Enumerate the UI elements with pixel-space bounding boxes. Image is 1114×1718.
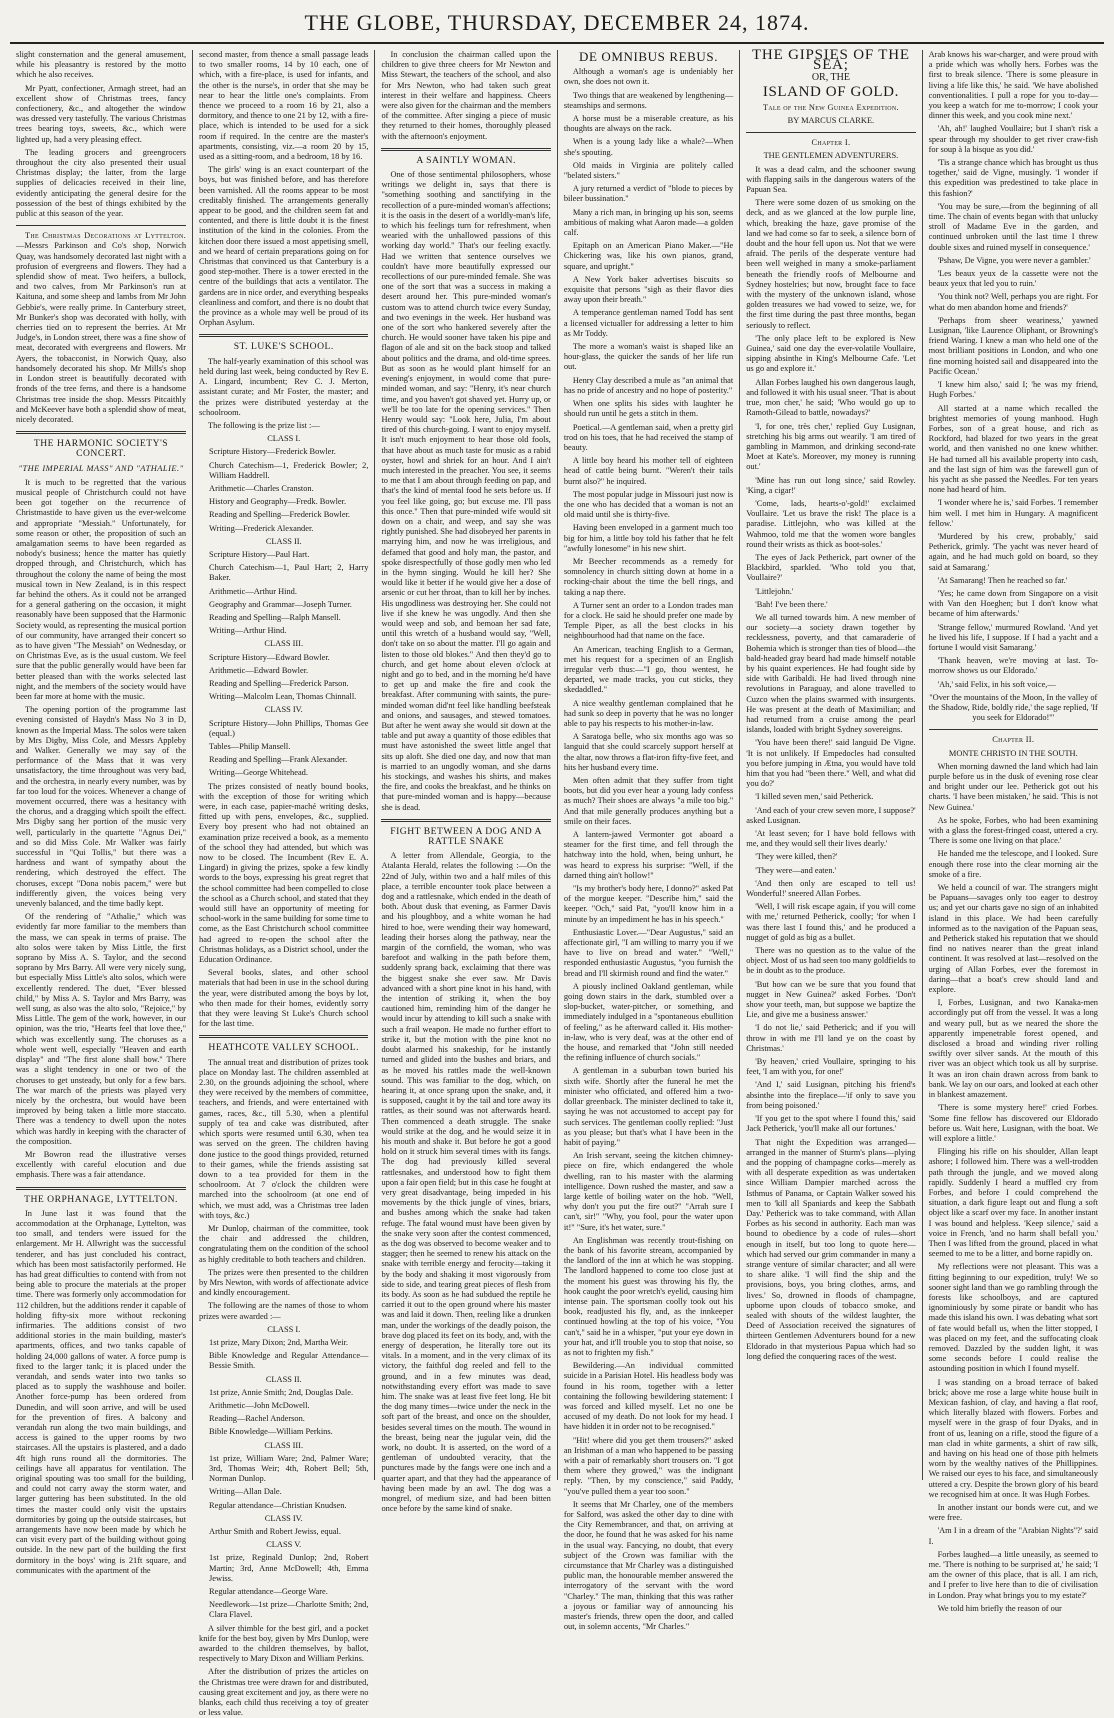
paragraph: 'By heaven,' cried Voullaire, springing to his feet, 'I am with you, for one!' — [746, 1057, 916, 1077]
list-item: Writing—Arthur Hind. — [209, 626, 287, 636]
paragraph: The following is the prize list :— — [208, 420, 320, 430]
paragraph: The opening portion of the programme last evening consisted of Haydn's Mass No 3 in D, known as the Imperial Mass. The solos were taken by Mrs Digby, Miss Cole, and Messrs Appleby and Walker. Generally we may say of the performance of the Mass that it was very unsatisfactory, the time throughout was very bad, and the orchestra, in nearly every number, was by far too loud for the voices. Whenever a change of movement occurred, there was a hesitancy with the chorus, and a dragging which spoilt the effect. Mrs Digby sang her portion of the music very well, particularly in the quartette "Agnus Dei," and so did Miss Cole. Mr Walker was fairly successful in "Qui Tollis," but there was a hardness and want of sympathy about the rendering, which destroyed the effect. The choruses, except "Dona nobis pacem," were but indifferently given, the voices being very unevenly balanced, and the time badly kept. — [16, 705, 187, 909]
divider — [746, 132, 915, 133]
paragraph: Mr Pyatt, confectioner, Armagh street, had an excellent show of Christmas trees, fancy confectionery, &c., and altogether the window was dressed very tastefully. The various Christmas trees bearing toys, sweets, &c., which were lighted up, had a very pleasing effect. — [16, 83, 187, 144]
class-label: CLASS III. — [264, 1440, 304, 1450]
paragraph: 'You think not? Well, perhaps you are right. For what do men abandon home and friends?' — [928, 292, 1098, 312]
list-item: Scripture History—Edward Bowler. — [209, 652, 330, 662]
list-item: Writing—George Whitehead. — [209, 768, 308, 778]
paragraph: A lantern-jawed Vermonter got aboard a steamer for the first time, and fell through the hatchway into the hold, when, being unhurt, he was heard to express his surprise: "Well, if the darned thing ain't hollow!" — [563, 830, 734, 880]
paragraph: The following are the names of those to whom prizes were awarded :— — [199, 1301, 369, 1321]
paragraph: The most popular judge in Missouri just now is the one who has decided that a woman is not an old maid until she is thirty-five. — [563, 489, 734, 520]
class-label: CLASS V. — [266, 1540, 302, 1550]
paragraph: A jury returned a verdict of "blode to pieces by bileer bussination." — [563, 184, 734, 204]
paragraph: When morning dawned the land which had lain purple before us in the dusk of evening rose clear and bright under our lee. Petherick got out his charts. 'I have been mistaken,' he said. 'This is not New Guinea.' — [928, 761, 1098, 812]
paragraph: Although a woman's age is undeniably her own, she does not own it. — [563, 67, 734, 87]
paragraph: 'Am I in a dream of the "Arabian Nights"?' said I. — [928, 1526, 1098, 1546]
class-label: CLASS I. — [267, 1324, 301, 1334]
de-omnibus-heading: DE OMNIBUS REBUS. — [578, 49, 719, 64]
divider — [929, 729, 1098, 730]
paragraph: 'And I,' said Lusignan, pitching his friend's absinthe into the fireplace—'if only to save you from being poisoned.' — [746, 1080, 916, 1110]
paragraph: A temperance gentleman named Todd has sent a licensed victualler for addressing a letter to him as Mr Toddy. — [563, 308, 734, 338]
paragraph: It was a dead calm, and the schooner swung with flapping sails in the dangerous waters of the Papuan Sea. — [746, 164, 916, 195]
column-6 — [922, 50, 1104, 1613]
class-label: CLASS IV. — [264, 1513, 303, 1523]
paragraph: 'Littlejohn.' — [755, 586, 794, 596]
paragraph: A gentleman in a suburban town buried his sixth wife. Shortly after the funeral he met the minister who officiated, and offered him a two-dollar greenback. The minister declined to take it, saying he was not accustomed to accept pay for such services. The gentleman coolly replied: "Just as you please; but that's what I have been in the habit of paying." — [563, 1066, 734, 1147]
paragraph: I, Forbes, Lusignan, and two Kanaka-men accordingly put off from the vessel. It was a long and weary pull, but as we neared the shore the apparently impenetrable forest opened, and disclosed a broad and winding river rolling swiftly over silver sands. At the mouth of this river was an object which took us all by surprise. It was an iron chain drawn across from bank to bank. We lay on our oars, and looked at each other in blankest amazement. — [928, 998, 1099, 1100]
paragraph: slight consternation and the general amusement, while his pleasantry is restored by the motto which he also receives. — [16, 50, 187, 80]
paragraph: The more a woman's waist is shaped like an hour-glass, the quicker the sands of her life run out. — [563, 342, 734, 372]
divider — [16, 431, 186, 434]
list-item: Reading—Rachel Anderson. — [209, 1414, 305, 1424]
list-item: Needlework—1st prize—Charlotte Smith; 2nd, Clara Flavel. — [209, 1600, 369, 1620]
paragraph: 'Tis a strange chance which has brought us thus together,' said de Vigne, musingly. 'I wonder if this expedition was predestined to take place in this fashion?' — [928, 158, 1098, 198]
serial-title-or: OR, THE — [811, 72, 850, 84]
paragraph: "Is my brother's body here, I donno?" asked Pat of the morgue keeper. "Describe him," said the keeper. "Och," said Pat, "you'll know him in a minute by an impediment he has in his speech." — [563, 884, 734, 924]
paragraph: 'Mine has run out long since,' said Rowley. 'King, a cigar!' — [746, 475, 916, 495]
divider — [381, 148, 550, 151]
list-item: Writing—Malcolm Lean, Thomas Chinnall. — [209, 692, 357, 702]
list-item: Bible Knowledge—William Perkins. — [209, 1427, 333, 1437]
paragraph: 'I knew him also,' said I; 'he was my friend, Hugh Forbes.' — [928, 380, 1098, 400]
column-3 — [374, 50, 556, 1514]
byline: BY MARCUS CLARKE. — [787, 116, 875, 126]
paragraph: 'Yes; he came down from Singapore on a visit with Van den Hoeghen; but I don't know what became of him afterwards.' — [928, 588, 1098, 619]
paragraph: When is a young lady like a whale?—When she's spouting. — [563, 137, 734, 157]
paragraph: 'Les beaux yeux de la cassette were not the beaux yeux that led you to ruin.' — [928, 269, 1098, 289]
paragraph: All started at a name which recalled the brightest memories of young manhood. Hugh Forbes, son of a great house, and rich as Rockford, had blazed for two years in the great world, and then vanished no one knew whither. He had turned all his available property into cash, and the last sign of him was the farewell gun of his yacht as she passed the Needles. For ten years none had heard of him. — [928, 403, 1098, 495]
paragraph: We held a council of war. The strangers might be Papuans—savages only too eager to destroy us; and yet our charts gave no sign of an inhabited island in this place. We had been carefully informed as to the navigation of the Papuan seas, and Petherick staked his reputation that we should find no natives nearer than the great inland continent. It was resolved at last—resolved on the urging of Allan Forbes, ever the foremost in daring—that a boat's crew should land and explore. — [928, 883, 1098, 995]
list-item: Reading and Spelling—Frank Alexander. — [209, 755, 348, 765]
paragraph: 'They were killed, then?' — [755, 852, 838, 862]
paragraph: 'You have been there!' said languid De Vigne. 'It is not unlikely. If Empedocles had consulted you before jumping in Ætna, you would have told him that you had "been there." Well, and what did you do?' — [746, 738, 916, 789]
paragraph: A silver thimble for the best girl, and a pocket knife for the best boy, given by Mrs Dunlop, were awarded to the children themselves, by ballot, respectively to Mary Dixon and William Perkins. — [199, 1623, 369, 1664]
paragraph: We all turned towards him. A new member of our society—a society drawn together by recklessness, poverty, and that camaraderie of Bohemia which is stronger than ties of blood—the bald-headed gray beard had made himself notable by his quaint experiences. He had fought side by side with Garibaldi. He had lived through nine revolutions in Paraguay, and alone travelled to Cuzco when the plains swarmed with insurgents. He was present at the death of Maximilian; and had returned from a cruise among the pearl islands, loaded with bright Sydney sovereigns. — [746, 612, 916, 735]
paragraph: Poetical.—A gentleman said, when a pretty girl trod on his toes, that he had received the stamp of beauty. — [563, 422, 734, 452]
paragraph: As he spoke, Forbes, who had been examining with a glass the forest-fringed coast, uttered a cry. 'There is some one living on that place.' — [928, 815, 1098, 846]
list-item: Arithmetic—Charles Cranston. — [209, 483, 314, 493]
harmonic-subheading: "THE IMPERIAL MASS" AND "ATHALIE." — [18, 463, 184, 473]
paragraph: The leading grocers and greengrocers throughout the city also presented their usual Christmas display; the latter, from the large supplies of delicacies received in their line, evidently anticipating the general desire for the possession of the best of things exhibited by the public at this season of the year. — [16, 147, 187, 219]
paragraph: 'I killed seven men,' said Petherick. — [755, 792, 874, 802]
list-item: Tables—Philip Mansell. — [209, 741, 291, 751]
decorations-article — [16, 231, 186, 425]
list-item: Arthur Smith and Robert Jewiss, equal. — [209, 1527, 341, 1536]
list-item: Reading and Spelling—Frederick Bowler. — [209, 510, 350, 520]
divider — [381, 819, 550, 822]
paragraph: 'Come, lads, hearts-o'-gold!' exclaimed Voullaire. 'Let us brave the risk! The place is a paradise. Littlejohn, who was killed at the Wahmoo, told me that the women wore bangles round their wrists as thick as boot-soles.' — [746, 498, 916, 549]
paragraph: The prizes were then presented to the children by Mrs Newton, with words of affectionate advice and kindly encouragement. — [199, 1267, 369, 1298]
serial-tagline: Tale of the New Guinea Expedition. — [762, 102, 899, 112]
harmonic-heading: THE HARMONIC SOCIETY'S CONCERT. — [33, 438, 169, 460]
class-label: CLASS II. — [265, 536, 302, 546]
paragraph: Having been enveloped in a garment much too big for him, a little boy told his father that he felt "awfully lonesome" in his new shirt. — [563, 523, 734, 553]
paragraph: The annual treat and distribution of prizes took place on Monday last. The children assembled at 2.30, on the grounds adjoining the school, where they were received by the members of committee, teachers, and friends, and were entertained with games, races, &c., till 5.30, when a plentiful supply of tea and cake was distributed, after which sports were resumed until 6.30, when tea was served on the green. The children having done justice to the good things provided, returned to their games, while the friends assisting sat down to a tea provided for them in the schoolroom. At 7 o'clock the children were marched into the schoolroom (at one end of which, we must add, was a Christmas tree laden with toys, &c.) — [199, 1057, 369, 1220]
paragraph: A piously inclined Oakland gentleman, while going down stairs in the dark, stumbled over a slop-bucket, water-pitcher, or something, and immediately indulged in a "spontaneous ebullition of feeling," as he afterward called it. His mother-in-law, who is very deaf, was at the other end of the house, and remarked that "John still needed the refining influence of church socials." — [563, 981, 734, 1063]
orphanage-heading: THE ORPHANAGE, LYTTELTON. — [24, 1193, 178, 1205]
paragraph: When one splits his sides with laughter he should run until he gets a stitch in them. — [563, 399, 734, 419]
paragraph: There were some dozen of us smoking on the deck, and as we glanced at the low purple line, which, breaking the haze, gave promise of the land we had come so far to seek, a silence born of doubt and the hour fell upon us. Not that we were afraid. The perils of the desperate venture had been well weighed in many a smoke-parliament beneath the friendly roofs of Melbourne and Sydney hostelries; but now, brought face to face with the mystery of the unknown island, whose golden treasures we had vowed to seize, we, for the first time during the past three months, began seriously to reflect. — [746, 198, 916, 330]
paragraph: Allan Forbes laughed his own dangerous laugh, and followed it with his usual sneer. 'That is about true, mon cher,' he said; 'Who would go up to Ramoth-Gilead to battle, nowadays?' — [746, 377, 916, 418]
list-item: Church Catechism—1, Paul Hart; 2, Harry Baker. — [209, 563, 369, 583]
paragraph: One of those sentimental philosophers, whose writings we delight in, says that there is "something soothing and sanctifying in the recollection of a pure-minded woman's affections; it is the oasis in the desert of a worldly-man's life, to which his feelings turn for refreshment, when wearied with the unhallowed passions of this working day world." That's our feeling exactly. Had we written that sentence ourselves we couldn't have more beautifully expressed our recollections of our pure-minded female. She was one of the sort that was a success in making a desert around her. This pure-minded woman's custom was to attend church twice every Sunday, and two evenings in the week. Her husband was one of the sort who hankered severely after the church. He would sooner have taken his pipe and flagon of ale and sit on the back stoop and talked about politics and the drama, and old-time sprees. But as soon as he would plant himself for an evening's enjoyment, in would come that pure-minded woman, and say: "Henry, it's near church time, and you haven't got shaved yet. Hurry up, or we'll be too late for the opening services." Then Henry would say: "Look here, Julia, I'm about tired of this church-going. I want to enjoy myself. It isn't much enjoyment to hear those old fools, that have about as much taste for music as a rabid oyster, howl and shriek for an hour. And I ain't much interested in the preacher. You see, it seems to me that I am about through feeding on pap, and that's the kind of mental food he sets before us. If you feel like going, go; but excuse me. I'll pass this once." Then that pure-minded wife would sit down on a chair, and weep, and say she was rightly punished. She had disobeyed her parents in marrying him, and now he was irreligious, and defamed that good and holy man, the pastor, and spoke disrespectfully of those godly men who led in the hymn singing. Would he kill her? She would like it better if he would give her a dose of arsenic or cut her throat, than to kill her by inches. His ungodliness was destroying her. She could not live if she knew he was ungodly. And then she would weep and sob, and bemoan her sad fate, until this wretch of a husband would say, "Well, don't take on so about the matter. I'll go again and listen to those old blokes." And then they'd go to church, and get home about eleven o'clock at night and go to bed, and in the morning he'd have to get up and make the fire and cook the breakfast. After communing with saints, the pure-minded woman did'nt feel like handling beefsteak and onions, and sausages, and stewed tomatoes. But after he went away she would sit down at the table and put away a quantity of those edibles that must have astonished the sweet little angel that sits up aloft. She died one day, and now that man is married to an ungodly woman, and she darns his stockings, and washes his shirts, and makes the fire, and cooks the breakfast, and he thinks on that pure-minded woman and is happy—because she is dead. — [381, 170, 551, 812]
list-item: Writing—Allan Dale. — [209, 1487, 282, 1497]
list-item: Writing—Frederick Alexander. — [209, 523, 314, 533]
paragraph: 'At least seven; for I have bold fellows with me, and they would sell their lives dearly.' — [746, 829, 916, 849]
paragraph: A Saratoga belle, who six months ago was so languid that she could scarcely support herself at the altar, now throws a flat-iron fifty-five feet, and hits her husband every time. — [563, 732, 734, 772]
decorations-heading: The Christmas Decorations at Lyttelton. — [25, 231, 187, 241]
paragraph: Mr Bowron read the illustrative verses excellently with careful elocution and due emphasis. There was a fair attendance. — [16, 1149, 187, 1180]
paragraph: 'Bah! I've been there.' — [755, 599, 828, 609]
list-item: 1st prize, William Ware; 2nd, Palmer Ware; 3rd, Thomas Weir; 4th, Robert Bell; 5th, Norman Dunlop. — [209, 1453, 369, 1484]
paragraph: Old maids in Virginia are politely called "belated sisters." — [563, 160, 734, 181]
list-item: Reading and Spelling—Ralph Mansell. — [209, 612, 341, 622]
list-item: Arithmetic—Edward Bowler. — [209, 665, 309, 675]
paragraph: 'Perhaps from sheer weariness,' yawned Lusignan, 'like Laurence Oliphant, or Browning's friend Waring. I knew a man who held one of the most brilliant positions in London, and who one fine morning hoisted sail and disappeared into the Pacific Ocean.' — [928, 315, 1098, 376]
paragraph: Bewildering.—An individual committed suicide in a Parisian Hotel. His headless body was found in his room, together with a letter containing the following bewildering statement: I was forced and killed myself. Let no one be accused of my death. Do not look for my head. I have hidden it in order not to be recognised." — [563, 1361, 734, 1432]
paragraph: The eyes of Jack Petherick, part owner of the Blackbird, sparkled. 'Who told you that, Voullaire?' — [746, 552, 916, 583]
list-item: Scripture History—Frederick Bowler. — [209, 447, 336, 457]
paragraph: It is much to be regretted that the various musical people of Christchurch could not have been got together on the recurrence of Christmastide to have given us the ever-welcome and appropriate "Messiah." Unfortunately, for some reason or other, the proposition of such an amalgamation seems to have been regarded as nobody's business; hence the matter has quietly dropped through, and Christchurch, which has throughout the colony the name of being the most musical town in New Zealand, is in this respect far behind the others. As it could not be arranged for a general gathering on the occasion, it might reasonably have been supposed that the Harmonic Society would, as representing the musical portion of our community, have arranged their concert so as to have given "The Messiah" on Wednesday, or on Christmas Eve, as is the usual custom. We feel sure that the public generally would have been far better pleased than with the works selected last night, and the members of the society would have been far more at home with the music. — [16, 477, 187, 701]
saintly-woman-heading: A SAINTLY WOMAN. — [416, 154, 516, 166]
list-item: 1st prize, Mary Dixon; 2nd, Martha Weir. — [209, 1337, 349, 1347]
paragraph: Flinging his rifle on his shoulder, Allan leapt ashore; I followed him. There was a well-trodden path through the jungle, and we moved along rapidly. Suddenly I heard a muffled cry from Forbes, and before I could comprehend the situation, a dark figure leapt out and flung a soft object like a scarf over my face. In another instant I was bound and helpless. 'Keep silence,' said a voice in French, 'and no harm shall befall you.' Then I was lifted from the ground, placed in what seemed to me to be a litter, and borne rapidly on. — [928, 1147, 1098, 1259]
paragraph: 'Well, I will risk escape again, if you will come with me,' returned Petherick, coolly; 'for when I was there last I found this,' and he produced a nugget of gold as big as a bullet. — [746, 902, 916, 942]
paragraph: Two things that are weakened by lengthening—steamships and sermons. — [563, 90, 734, 110]
list-item: Regular attendance—George Ware. — [209, 1587, 328, 1597]
columns — [10, 47, 1104, 1718]
chapter-title: MONTE CHRISTO IN THE SOUTH. — [948, 748, 1078, 758]
list-item: Geography and Grammar—Joseph Turner. — [209, 599, 352, 609]
paragraph: second master, from thence a small passage leads to two smaller rooms, 14 by 10 each, one of which, with a fire-place, is used for infants, and the other is the nurse's, in order that she may be near to hear the little one's complaints. From thence we proceed to a room 16 by 21, also a dormitory, and thence to one 21 by 12, with a fire-place, which is intended to be used for a sick room if required. In the centre are the master's apartments, consisting, viz.—a room 20 by 15, used as a sitting-room, and a bedroom, 18 by 16. — [199, 50, 369, 162]
paragraph: Enthusiastic Lover.—"Dear Augustus," said an affectionate girl, "I am willing to marry you if we have to live on bread and water." "Well," responded enthusiastic Augustus, "you furnish the bread and I'll skirmish round and find the water." — [563, 927, 734, 978]
class-label: CLASS II. — [265, 1374, 302, 1384]
paragraph: The girls' wing is an exact counterpart of the boys, but was finished before, and has therefore been varnished. All the rooms appear to be most creditably finished. The arrangements generally appear to be good, and the children seem fat and contented, and there is little doubt it is the finest institution of the kind in the colonies. From the kitchen door there issued a most appetising smell, and we heard of certain preparations going on for Christmas that convinced us that Canterbury is a good step-mother. There is a tower erected in the centre of the buildings that acts a ventilator. The gardens are in nice order, and everything bespeaks cleanliness and comfort, and there is no doubt that the province as a whole may well be proud of its Orphan Asylum. — [199, 165, 369, 328]
paragraph: In another instant our bonds were cut, and we were free. — [928, 1503, 1098, 1523]
paragraph: Arab knows his war-charger, and were proud with a pride which was wholly hers. Forbes was the first to break silence. 'There is some pleasure in living a life like this,' he said. 'We have abolished conventionalities. I pull a rope for you to-day—you keep a watch for me to-morrow; I cook your dinner this week, and you cook mine next.' — [928, 50, 1098, 121]
paragraph: 'Strange fellow,' murmured Rowland. 'And yet he lived his life, I suppose. If I had a yacht and a fortune I would visit Samarang.' — [928, 622, 1098, 652]
paragraph: Epitaph on an American Piano Maker.—"He Chickering was, like his own pianos, grand, square, and upright." — [563, 241, 734, 271]
paragraph: An Irish servant, seeing the kitchen chimney-piece on fire, which endangered the whole dwelling, ran to his master with the alarming intelligence. Down rushed the master, and saw a large kettle of boiling water on the hob. "Well, why don't you put the fire out?" "Arrah sure I can't, sir!" "Why, you fool, pour the water upon it!" "Sure, it's het water, sure." — [563, 1151, 734, 1232]
list-item: Scripture History—Paul Hart. — [209, 549, 310, 559]
paragraph: The half-yearly examination of this school was held during last week, being conducted by Rev E. A. Lingard, incumbent; Rev C. J. Merton, assistant curate; and Mr Foster, the master; and the prizes were distributed yesterday at the schoolroom. — [199, 356, 369, 417]
list-item: Bible Knowledge and Regular Attendance—Bessie Smith. — [209, 1351, 369, 1371]
paragraph: I was standing on a broad terrace of baked brick; above me rose a large white house built in Mexican fashion, of clay, and having a flat roof, which literally blazed with flowers. Forbes and myself were in the grasp of four Dyaks, and in front of us, leaning on a rifle, stood the figure of a man clad in white garments, a shirt of raw silk, and having on his head one of those pith helmets worn by the wealthy natives of the Phillippines. We raised our eyes to his face, and simultaneously uttered a cry. Despite the brown glory of his beard we recognised him at once. It was Hugh Forbes. — [928, 1377, 1098, 1499]
column-2 — [192, 50, 374, 1718]
paragraph: Forbes laughed—a little uneasily, as seemed to me. 'There is nothing to be surprised at,' he said; 'I am the owner of this place, that is all. I am rich, and I prefer to live here than to die of civilisation in London. Pray what brings you to my estate?' — [928, 1549, 1098, 1600]
divider — [16, 225, 186, 226]
divider — [199, 334, 368, 337]
class-label: CLASS IV. — [264, 705, 303, 715]
paragraph: 'And then only are escaped to tell us! Wonderful!' sneered Allan Forbes. — [746, 878, 916, 899]
paragraph: It seems that Mr Charley, one of the members for Salford, was asked the other day to dine with the City Remembrancer, and that, on arriving at the door, he found that he was asked for his name in the usual way. Fancying, no doubt, that every subject of the Crown was familiar with the circumstance that Mr Charley was a distinguished public man, the honourable member answered the interrogatory of the servant with the word "Charley." The man, thinking that this was rather a joyous or familiar way of announcing his master's friends, threw open the door, and called out, in solemn accents, "Mr Charles." — [563, 1499, 734, 1632]
paragraph: Several books, slates, and other school materials that had been in use in the school during the year, were distributed among the boys by lot, who then made for their homes, evidently sorry that they were leaving St Luke's Church school for the last time. — [199, 968, 369, 1029]
paragraph: 'There is some mystery here!' cried Forbes. 'Some fine fellow has discovered our Eldorado before us. Wait here, Lusignan, with the boat. We will explore a little.' — [928, 1103, 1098, 1143]
paragraph: The prizes consisted of neatly bound books, with the exception of those for writing which were, in each case, papier-maché writing desks, fitted up with pens, envelopes, &c., supplied. Every boy present who had not obtained an examination prize received a book, as a memento of the school they had attended, but which was now to be closed. The Incumbent (Rev E. A. Lingard) in giving the prizes, spoke a few kindly words to the boys, expressing his great regret that the school committee had been compelled to close the school as a Church school, and stated that they would still have an opportunity of meeting for school-work in the same building for some time to come, as the East Christchurch school committee had agreed to re-open the school after the Christmas holidays, as a District school, under the Education Ordinance. — [199, 781, 369, 965]
st-lukes-heading: ST. LUKE'S SCHOOL. — [233, 341, 334, 353]
paragraph: Many a rich man, in bringing up his son, seems ambitious of making what Aaron made—a golden calf. — [563, 207, 734, 238]
serial-title: THE GIPSIES OF THE SEA; — [751, 47, 910, 74]
paragraph: 'I, for one, très cher,' replied Guy Lusignan, stretching his big arms out wearily. 'I am tired of gambling in Mammon, and drinking second-rate Moet at Kate's. Moreover, my money is running out.' — [746, 421, 916, 472]
list-item: Arithmetic—Arthur Hind. — [209, 586, 297, 596]
list-item: Church Catechism—1, Frederick Bowler; 2, William Haddrell. — [209, 460, 369, 480]
paragraph: After the distribution of prizes the articles on the Christmas tree were drawn for and distributed, causing great excitement and joy, as there were no blanks, each child thus receiving a toy of greater or less value. — [199, 1667, 369, 1718]
list-item: History and Geography—Fredk. Bowler. — [209, 497, 347, 507]
paragraph: 'Pshaw, De Vigne, you were never a gambler.' — [937, 255, 1091, 265]
divider — [16, 1187, 186, 1190]
list-item: Arithmetic—John McDowell. — [209, 1400, 310, 1410]
paragraph: There was no question as to the value of the object. Most of us had seen too many goldfields to be in doubt as to the produce. — [746, 946, 916, 976]
paragraph: 'Ah,' said Felix, in his soft voice,— — [937, 679, 1056, 689]
list-item: Scripture History—John Phillips, Thomas Gee (equal.) — [209, 718, 369, 738]
paragraph: A New York baker advertises biscuits so exquisite that persons "sigh as their flavor dies away upon their breath." — [563, 274, 734, 305]
paragraph: 'Ah, ah!' laughed Voullaire; but I shan't risk a spear through my shoulder to get river craw-fish for soup à la bisque as you did.' — [928, 124, 1098, 154]
column-5 — [739, 47, 921, 1480]
dog-snake-heading: FIGHT BETWEEN A DOG AND A RATTLE SNAKE — [390, 825, 542, 848]
paragraph: A Turner sent an order to a London trades man for a clock. He said he should prefer one made by Temple Piper, as all the best clocks in his neighbourhood had that name on the face. — [563, 600, 734, 641]
paragraph: 'Murdered by his crew, probably,' said Petherick, grimly. 'The yacht was never heard of again, and he had much gold on board, so they said at Samarang.' — [928, 531, 1098, 572]
column-1 — [10, 50, 192, 1575]
paragraph: 'The only place left to be explored is New Guinea,' said one day the ever-volatile Voullaire, sipping absinthe in King's Melbourne Cafe. 'Let us go and explore it.' — [746, 333, 916, 374]
paragraph: Men often admit that they suffer from tight boots, but did you ever hear a young lady confess as much? Their shoes are always "a mile too big." And that mile generally produces anything but a smile on their faces. — [563, 776, 734, 826]
list-item: Regular attendance—Christian Knudsen. — [209, 1500, 347, 1510]
paragraph: He handed me the telescope, and I looked. Sure enough there rose into the clear morning air the smoke of a fire. — [928, 849, 1098, 879]
paragraph: In conclusion the chairman called upon the children to give three cheers for Mr Newton and Miss Stewart, the teachers of the school, and also for Mrs Newton, who had taken such great interest in their welfare and happiness. Cheers were also given for the chairman and the members of the committee. After singing a piece of music they returned to their homes, thoroughly pleased with the afternoon's enjoyment. — [381, 50, 551, 141]
paragraph: 'But how can we be sure that you found that nugget in New Guinea?' asked Forbes. 'Don't show your teeth, man, but suppose we baptize the Lie, and give me a business answer.' — [746, 979, 916, 1020]
column-4 — [557, 49, 739, 1632]
paragraph: 'At Samarang! Then he reached so far.' — [937, 575, 1068, 585]
verse: "Over the mountains of the Moon, In the valley of the Shadow, Ride, boldly ride,' the sage replied, 'If you seek for Eldorado!'" — [928, 692, 1098, 723]
chapter-title: THE GENTLEMEN ADVENTURERS. — [763, 151, 899, 161]
paragraph: 'If you get to the spot where I found this,' said Jack Petherick, 'you'll make all our fortunes.' — [746, 1114, 916, 1134]
paragraph: 'You may be sure,—from the beginning of all time. The chain of events began with that unlucky stroll of Madame Eve in the garden, and continued unbroken until the last time I threw double sixes and ruined myself in consequence.' — [928, 201, 1098, 252]
divider — [199, 1035, 368, 1038]
paragraph: Mr Dunlop, chairman of the committee, took the chair and addressed the children, congratulating them on the condition of the school as highly creditable to both teachers and children. — [199, 1223, 369, 1264]
paragraph: Of the rendering of "Athalie," which was evidently far more familiar to the members than the mass, we can speak in terms of praise. The alto solos were taken by Miss Little, the first soprano by Miss A. S. Taylor, and the second soprano by Mrs Barry. All were very nicely sung, but especially Miss Little's alto solos, which were excellently rendered. The duet, "Ever blessed child," by Miss A. S. Taylor and Mrs Barry, was well sung, as also was the alto solo, "Rejoice," by Miss Little. The gem of the work, however, in our opinion, was the trio, "Hearts feel that love thee," which was excellently sung. The choruses as a whole went well, especially "Heaven and earth display" and "The first alone shall bow." There was a slight tendency in one or two of the choruses to get unsteady, but only for a few bars. The war march of the priests was played very nicely by the orchestra, but would have been improved by being taken a little more staccato. There was a tendency to dwell upon the notes which was hardly in keeping with the character of the composition. — [16, 912, 187, 1146]
paragraph: "Hit! where did you get them trousers?" asked an Irishman of a man who happened to be passing with a pair of remarkably short trousers on. "I got them where they growed," was the indignant reply. "Then, by my conscience," said Paddy, "you've pulled them a year too soon." — [563, 1435, 734, 1496]
paragraph: That night the Expedition was arranged—arranged in the manner of Sturm's plans—plying and the popping of champagne corks—merely as with all desperate expedition as was undertaken since William Dampier marched across the Isthmus of Panama, or Captain Walker sowed his men to 'kill all Spaniards and keep the Sabbath Day.' Petherick was to take command, with Allan Forbes as his second in authority. Each man was bound to obedience by a code of rules—short enough in itself, but too long to quote here—which had served our grim commander in many a strange venture of similar character; and all were to share alike. 'I will find the ship and the provisions, boys, you bring clothes, arms, and lives.' So, drowned in floods of champagne, upborne upon clouds of tobacco smoke, and sealed with shouts of the wildest laughter, the Deed of Association received the signatures of thirteen Gentlemen Adventurers bound for a new Eldorado in that mysterious Papua which had so long defied the conquering races of the west. — [746, 1137, 916, 1361]
paragraph: 'They were—and eaten.' — [755, 865, 837, 875]
paragraph: My reflections were not pleasant. This was a fitting beginning to our expedition, truly! We so sooner sight land than we go rambling through the forests like schoolboys, and are captured ignominiously by some pirate or bandit who has made this island his own. I was debating what sort of fate would befall us, when the litter stopped, I was placed on my feet, and the suffocating cloak removed. Dazzled by the sudden light, it was some seconds before I could realise the astounding position in which I found myself. — [928, 1262, 1098, 1374]
paragraph: A nice wealthy gentleman complained that he had sunk so deep in poverty that he was no longer able to pay his respects to his mother-in-law. — [563, 698, 734, 728]
paragraph: A horse must be a miserable creature, as his thoughts are always on the rack. — [563, 114, 734, 134]
paragraph: Henry Clay described a mule as "an animal that has no pride of ancestry and no hope of posterity." — [563, 375, 734, 395]
heathcote-heading: HEATHCOTE VALLEY SCHOOL. — [208, 1042, 360, 1054]
chapter-label: Chapter II. — [992, 735, 1035, 745]
paragraph: An American, teaching English to a German, met his request for a specimen of an English irregular verb thus:—"I go, thou wentest, he departed, we made tracks, you cut sticks, they skedaddled." — [563, 644, 734, 695]
paragraph: In June last it was found that the accommodation at the Orphanage, Lyttelton, was too small, and tenders were issued for the enlargement. Mr H. Allwright was the successful tenderer, and has just concluded his contract, which has been most satisfactorily performed. He has had great difficulties to contend with from not being able to procure the materials at the proper time. There was formerly only accommodation for 112 children, but the additions render it capable of holding fifty-six more without reckoning infirmaries. The additions consist of two additional stories in the main building, master's apartments, offices, and two tanks capable of holding 24,000 gallons of water. A force pump is fixed to the larger tank; it is placed under the verandah, and sends water into two tanks so placed as to supply the washhouse and boiler. Another force-pump has been ordered from Dunedin, and will soon arrive, and will be used for the prevention of fires. A balcony and verandah run along the two main buildings, and access is gained to the upper rooms by two staircases. All the upstairs is plastered, and a dado 4ft high runs round all the dormitories. The ceilings have all apparatus for ventilation. The original spouting was too small for the building, and could not carry away the storm water, and larger guttering has been substituted. In the old times the master could only visit the upstairs dormitories by going up the outside staircases, but arrangements have now been made by which he can visit every part of the building without going outside. In the new part of the building the first dormitory in the boys' wing is 21ft square, and communicates with the apartment of the — [16, 1208, 187, 1575]
paragraph: A little boy heard his mother tell of eighteen head of cattle being burnt. "Weren't their tails burnt also?" he inquired. — [563, 456, 734, 486]
list-item: 1st prize, Reginald Dunlop; 2nd, Robert Martin; 3rd, Anne McDowell; 4th, Emma Jewiss. — [209, 1553, 369, 1583]
class-label: CLASS III. — [264, 639, 304, 649]
list-item: 1st prize, Annie Smith; 2nd, Douglas Dale. — [209, 1387, 354, 1397]
decorations-text: —Messrs Parkinson and Co's shop, Norwich Quay, was handsomely decorated last night with a profusion of evergreens and flowers. They had a splendid show of meat. Two heifers, a bullock, and two calves, from Mr Parkinson's run at Kaituna, and some sheep and lambs from Mr John Gebbie's, were really prime. In Canterbury street, Mr Bunker's shop was decorated with holly, with cherries tied on to represent the berries. At Mr Judge's, in London street, there was a fine show of meat, decorated with evergreens and flowers. Mr Ayers, the tobacconist, in Norwich Quay, also handsomely decorated his shop. Mr Mills's shop in London street is beautifully decorated with fronds of the tree ferns, and there is a handsome Christmas tree inside the shop. Messrs Pitcaithly and McKeever have both a splendid show of meat, nicely decorated. — [16, 241, 187, 424]
serial-subtitle: ISLAND OF GOLD. — [762, 83, 899, 100]
masthead: THE GLOBE, THURSDAY, DECEMBER 24, 1874. — [10, 6, 1104, 44]
paragraph: We told him briefly the reason of our — [937, 1603, 1062, 1613]
paragraph: 'I do not lie,' said Petherick; and if you will throw in with me I'll land ye on the coast by Christmas.' — [746, 1023, 916, 1053]
paragraph: 'Thank heaven, we're moving at last. To-morrow shows us our Eldorado.' — [928, 656, 1098, 676]
chapter-label: Chapter I. — [811, 138, 851, 148]
list-item: Reading and Spelling—Frederick Parson. — [209, 678, 349, 688]
paragraph: An Englishman was recently trout-fishing on the bank of his favorite stream, accompanied by the landlord of the inn at which he was stopping. The landlord happened to come too close just at the moment his guest was throwing his fly, the hook caught the poor wretch's eyelid, causing him intense pain. The sportsman coolly took out his book, readjusted his fly, and, as the innkeeper continued howling at the top of his voice, "You can't," said he in a whisper, "put your eye down in your hat, and it'll trouble you to stop that noise, so as not to frighten my fish." — [563, 1235, 734, 1357]
paragraph: 'And each of your crew seven more, I suppose?' asked Lusignan. — [746, 805, 916, 825]
paragraph: A letter from Allendale, Georgia, to the Atalanta Herald, relates the following :—On the 22nd of July, within two and a half miles of this place, a terrible encounter took place between a dog and a rattlesnake, which ended in the death of both. About dusk that evening, as Farmer Davis and his ploughboy, and a white woman he had hired to hoe, were wending their way homeward, leading their horses along the pathway, near the margin of the cornfield, the woman, who was barefoot and walking in the path before them, suddenly sprang back, exclaiming that there was the biggest snake she ever saw. Mr Davis advanced with a short pine knot in his hand, with the intention of striking it, when the boy cautioned him, reminding him of the danger he would incur by attending to kill such a snake with such a frail weapon. He made no further effort to strike it, but the motion with the pine knot no doubt alarmed his snakeship, for he instantly turned and glided into the bushes and briars, and as he moved his rattles made the well-known sound. This was familiar to the dog, which, on hearing it, at once sprang upon the snake, and, it is supposed, caught it by the tail and tore away its rattles, as their sound was not afterwards heard. Then commenced a death struggle. The snake would strike at the dog, and he would seize it in his mouth and shake it. But before he got a good hold on it struck him several times with its fangs. The dog had previously killed several rattlesnakes, and understood how to fight them upon a fair open field; but in this case he fought at very great disadvantage, being impeded in his movements by the thick jungle of vines, briars, and bushes among which the snake had taken refuge. The fatal wound must have been given by the snake very soon after the contest commenced, as the dog was observed to become weaker and to stagger; then he seemed to renew his attack on the snake with terrible energy and ferocity—taking it by the body and shaking it most vigorously from side to side, and tearing great pieces of flesh from its body. As soon as he had subdued the reptile he carried it out to the open ground where his master was and laid it down. Then, reeling like a drunken man, under the workings of the deadly poison, the brave dog placed its feet on its body, and, with the energy of desperation, he literally tore out its vitals. In a moment, and in the very climax of its victory, the faithful dog reeled and fell to the ground, and in a few minutes was dead, notwithstanding every effort was made to save him. The snake was at least five feet long. He bit the dog many times—twice under the neck in the soft part of the breast, and once on the shoulder, besides several times on the mouth. The wound in the breast, being near the jugular vein, did the work, no doubt. It is asserted, on the word of a gentleman of undoubted veracity, that the punctures made by the fangs were one inch and a quarter apart, and that they had the appearance of having been made by an awl. The dog was a mongrel, of medium size, and had been bitten once before by the same kind of snake. — [381, 851, 551, 1514]
class-label: CLASS I. — [267, 434, 301, 444]
paragraph: 'I wonder where he is,' said Forbes. 'I remember him well. I met him in Hungary. A magnificent fellow.' — [928, 498, 1098, 528]
paragraph: Mr Beecher recommends as a remedy for somnolency in church sitting down at home in a rocking-chair about the time the bell rings, and taking a nap there. — [563, 556, 734, 597]
